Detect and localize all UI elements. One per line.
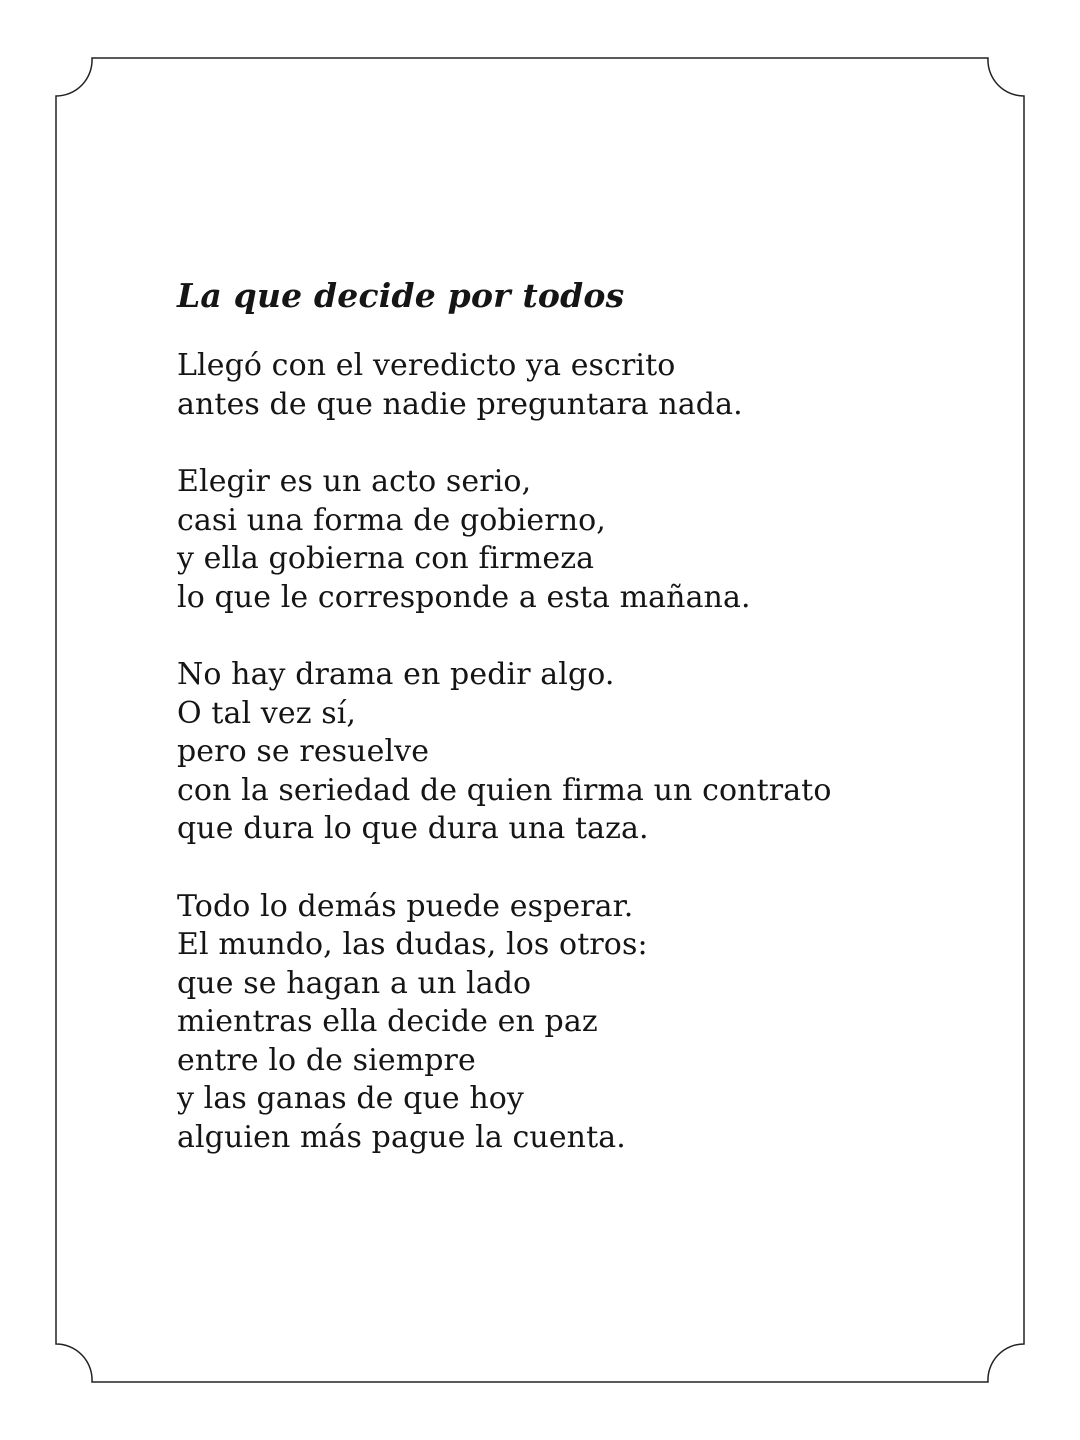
- poem-line: Elegir es un acto serio,: [177, 464, 532, 499]
- stanza: [177, 888, 997, 1158]
- poem-line: antes de que nadie preguntara nada.: [177, 386, 743, 422]
- stanza: [177, 656, 997, 849]
- poem-line: entre lo de siempre: [177, 1042, 476, 1078]
- poem-line: pero se resuelve: [177, 734, 430, 769]
- poem-line: y las ganas de que hoy: [177, 1081, 524, 1116]
- poem-line: alguien más pague la cuenta.: [177, 1119, 626, 1155]
- poem-line: y ella gobierna con firmeza: [177, 541, 595, 576]
- stanza: [177, 463, 997, 617]
- poem-line: que dura lo que dura una taza.: [177, 811, 649, 846]
- poem-line: Todo lo demás puede esperar.: [177, 888, 634, 924]
- stanza: [177, 347, 997, 424]
- poem-line: casi una forma de gobierno,: [177, 502, 606, 538]
- poem: [177, 268, 997, 1196]
- poem-line: O tal vez sí,: [177, 695, 357, 731]
- poem-line: que se hagan a un lado: [177, 965, 532, 1001]
- poem-line: El mundo, las dudas, los otros:: [177, 927, 648, 962]
- poem-line: No hay drama en pedir algo.: [177, 657, 615, 692]
- poem-line: mientras ella decide en paz: [177, 1004, 598, 1039]
- poem-line: con la seriedad de quien firma un contrato: [177, 772, 832, 808]
- poem-line: lo que le corresponde a esta mañana.: [177, 579, 751, 615]
- poem-title: La que decide por todos: [177, 276, 625, 315]
- poem-line: Llegó con el veredicto ya escrito: [177, 348, 676, 383]
